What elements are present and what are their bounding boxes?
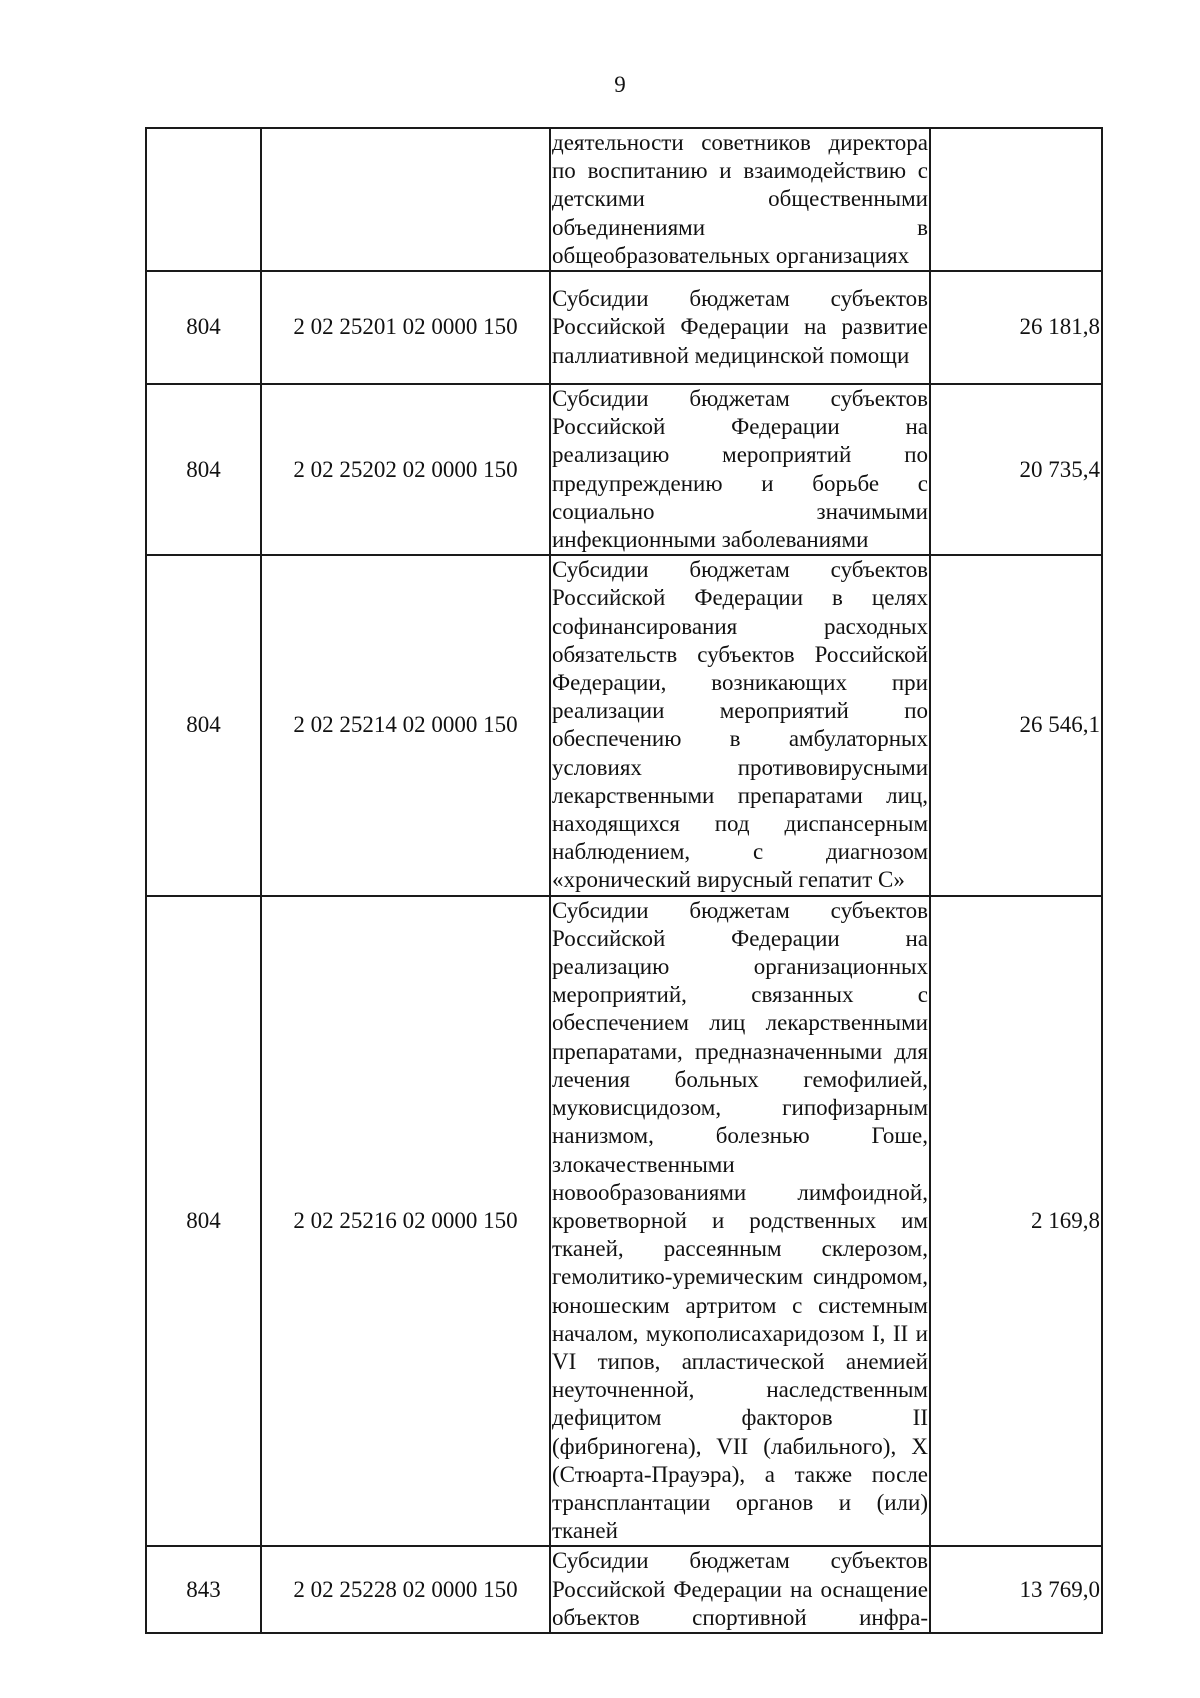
budget-table <box>145 127 1103 1634</box>
budget-code-cell: 2 02 25216 02 0000 150 <box>261 896 550 1547</box>
description-cell: Субсидии бюджетам субъектов Российской Федерации в целях софинансирования расходных обязательств субъектов Российской Федерации, возникающих при реализации мероприятий по обеспечению в амбулаторных условиях противовирусными лекарственными препаратами лиц, находящихся под диспансерным наблюдением, с диагнозом «хронический вирусный гепатит С» <box>550 555 930 895</box>
amount-cell: 26 181,8 <box>930 271 1102 384</box>
table-row <box>146 896 1102 1547</box>
description-cell: деятельности советников директора по воспитанию и взаимодействию с детскими общественными объединениями в общеобразовательных организациях <box>550 128 930 271</box>
amount-cell: 20 735,4 <box>930 384 1102 555</box>
description-cell: Субсидии бюджетам субъектов Российской Федерации на развитие паллиативной медицинской помощи <box>550 271 930 384</box>
table-row <box>146 1546 1102 1633</box>
budget-code-cell: 2 02 25228 02 0000 150 <box>261 1546 550 1633</box>
budget-code-cell: 2 02 25214 02 0000 150 <box>261 555 550 895</box>
budget-code-cell: 2 02 25202 02 0000 150 <box>261 384 550 555</box>
budget-code-cell <box>261 128 550 271</box>
admin-code-cell: 804 <box>146 271 261 384</box>
admin-code-cell: 804 <box>146 555 261 895</box>
table-row <box>146 128 1102 271</box>
description-cell: Субсидии бюджетам субъектов Российской Федерации на реализацию организационных мероприятий, связанных с обеспечением лиц лекарственными препаратами, предназначенными для лечения больных гемофилией, муковисцидозом, гипофизарным нанизмом, болезнью Гоше, злокачественными новообразованиями лимфоидной, кроветворной и родственных им тканей, рассеянным склерозом, гемолитико-уремическим синдромом, юношеским артритом с системным началом, мукополисахаридозом I, II и VI типов, апластической анемией неуточненной, наследственным дефицитом факторов II (фибриногена), VII (лабильного), X (Стюарта-Прауэра), а также после трансплантации органов и (или) тканей <box>550 896 930 1547</box>
description-cell: Субсидии бюджетам субъектов Российской Федерации на реализацию мероприятий по предупреждению и борьбе с социально значимыми инфекционными заболеваниями <box>550 384 930 555</box>
amount-cell: 13 769,0 <box>930 1546 1102 1633</box>
table-row <box>146 384 1102 555</box>
admin-code-cell: 804 <box>146 384 261 555</box>
admin-code-cell: 843 <box>146 1546 261 1633</box>
admin-code-cell <box>146 128 261 271</box>
page-number: 9 <box>614 72 626 97</box>
amount-cell: 26 546,1 <box>930 555 1102 895</box>
amount-cell <box>930 128 1102 271</box>
amount-cell: 2 169,8 <box>930 896 1102 1547</box>
admin-code-cell: 804 <box>146 896 261 1547</box>
table-row <box>146 271 1102 384</box>
budget-code-cell: 2 02 25201 02 0000 150 <box>261 271 550 384</box>
description-cell: Субсидии бюджетам субъектов Российской Федерации на оснащение объектов спортивной инфра- <box>550 1546 930 1633</box>
table-row <box>146 555 1102 895</box>
